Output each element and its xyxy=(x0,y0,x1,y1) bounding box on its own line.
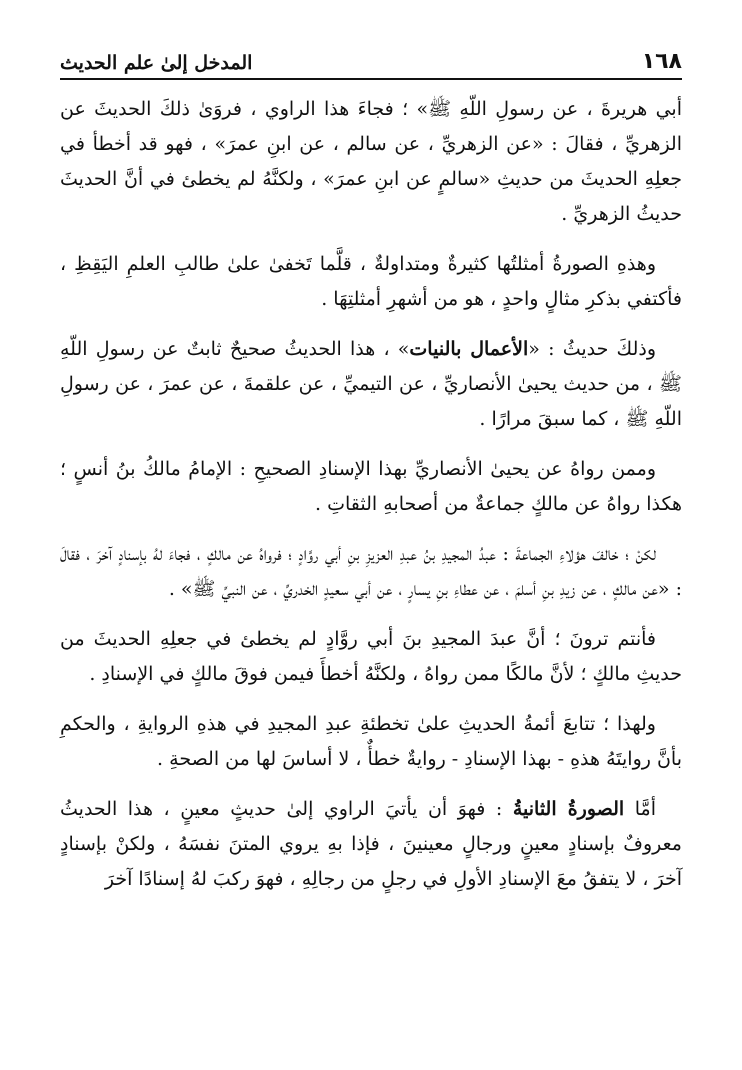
paragraph-4 xyxy=(60,452,682,522)
paragraph-segment: وهذهِ الصورةُ أمثلتُها كثيرةٌ ومتداولةٌ ، قلَّما تَخفىٰ علىٰ طالبِ العلمِ اليَقِظِ ، فأكتفي بذكرِ مثالٍ واحدٍ ، هو من أشهرِ أمثلتِهَا . xyxy=(60,253,682,310)
bold-section-label: الصورةُ الثانيةُ xyxy=(512,798,625,820)
running-header xyxy=(60,34,682,80)
paragraph-segment: فأنتم ترونَ ؛ أنَّ عبدَ المجيدِ بنَ أبي روَّادٍ لم يخطئ في جعلِهِ الحديثَ من حديثِ مالكٍ ؛ لأنَّ مالكًا ممن رواهُ ، ولكنَّهُ أخطأَ فيمن فوقَ مالكٍ في الإسنادِ . xyxy=(60,628,682,685)
paragraph-segment: ولهذا ؛ تتابعَ أئمةُ الحديثِ علىٰ تخطئةِ عبدِ المجيدِ في هذهِ الروايةِ ، والحكمِ بأنَّ روايتَهُ هذهِ - بهذا الإسنادِ - روايةٌ خطأٌ ، لا أساسَ لها من الصحةِ . xyxy=(60,713,682,770)
body-text xyxy=(60,92,682,897)
paragraph-7 xyxy=(60,707,682,777)
paragraph-1 xyxy=(60,92,682,232)
page-number: ١٦٨ xyxy=(641,49,682,74)
book-page xyxy=(60,34,682,1034)
paragraph-segment: وممن رواهُ عن يحيىٰ الأنصاريِّ بهذا الإسنادِ الصحيحِ : الإمامُ مالكُ بنُ أنسٍ ؛ هكذا رواهُ عن مالكٍ جماعةٌ من أصحابهِ الثقاتِ . xyxy=(60,458,682,515)
bold-hadith-title: الأعمال بالنيات xyxy=(409,338,529,360)
paragraph-segment: لكنْ ؛ خالفَ هؤلاءِ الجماعةَ : عبدُ المجيدِ بنُ عبدِ العزيزِ بنِ أبي روَّادٍ ؛ فرواهُ عن مالكٍ ، فجاءَ لهُ بإسنادٍ آخرَ ، فقالَ : «عن مالكٍ ، عن زيدِ بنِ أسلمَ ، عن عطاءِ بنِ يسارٍ ، عن أبي سعيدٍ الخدريِّ ، عن النبيِّ ﷺ» . xyxy=(60,543,682,600)
paragraph-2 xyxy=(60,247,682,317)
paragraph-8 xyxy=(60,792,682,897)
running-title: المدخل إلىٰ علم الحديث xyxy=(60,52,253,74)
paragraph-segment: أبي هريرةَ ، عن رسولِ اللّهِ ﷺ» ؛ فجاءَ هذا الراوي ، فروَىٰ ذلكَ الحديثَ عن الزهريِّ ، فقالَ : «عن الزهريِّ ، عن سالم ، عن ابنِ عمرَ» ، فهو قد أخطأ في جعلِهِ الحديثَ من حديثِ «سالمٍ عن ابنِ عمرَ» ، ولكنَّهُ لم يخطئ في أنَّ الحديثَ حديثُ الزهريِّ . xyxy=(60,98,682,225)
paragraph-3 xyxy=(60,332,682,437)
paragraph-segment: » ، هذا الحديثُ صحيحٌ ثابتٌ عن رسولِ اللّهِ ﷺ ، من حديث يحيىٰ الأنصاريِّ ، عن التيميِّ ، عن علقمةَ ، عن عمرَ ، عن رسولِ اللّهِ ﷺ ، كما سبقَ مرارًا . xyxy=(60,338,682,430)
paragraph-segment: : فهوَ أن يأتيَ الراوي إلىٰ حديثٍ معينٍ ، هذا الحديثُ معروفٌ بإسنادٍ معينٍ ورجالٍ معينينَ ، فإذا بهِ يروي المتنَ نفسَهُ ، ولكنْ بإسنادٍ آخرَ ، لا يتفقُ معَ الإسنادِ الأولِ في رجلٍ من رجالِهِ ، فهوَ ركبَ لهُ إسنادًا آخرَ xyxy=(60,798,682,890)
paragraph-6 xyxy=(60,622,682,692)
paragraph-segment: وذلكَ حديثُ : « xyxy=(528,338,656,360)
paragraph-5 xyxy=(60,537,682,607)
paragraph-segment: أمَّا xyxy=(624,798,656,820)
